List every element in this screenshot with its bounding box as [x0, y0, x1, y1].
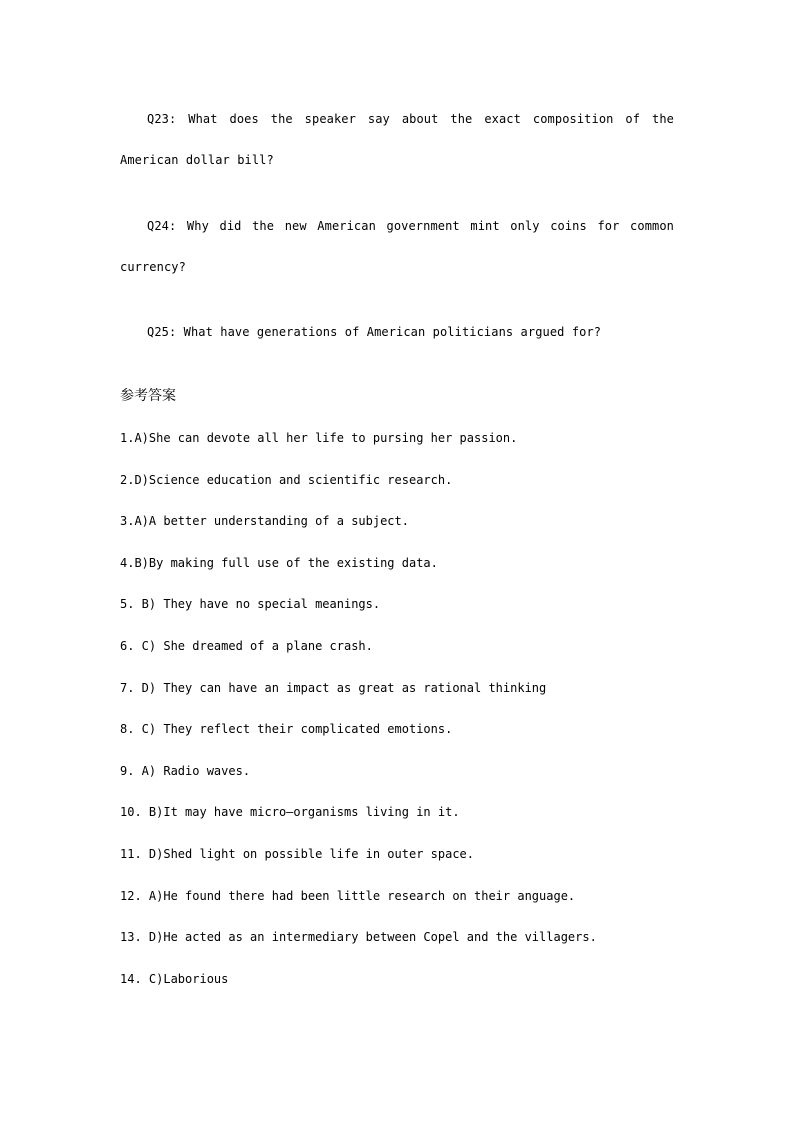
answer-item: 8. C) They reflect their complicated emotions.: [120, 722, 453, 737]
answer-item: 7. D) They can have an impact as great as rational thinking: [120, 680, 547, 695]
answer-list: [120, 428, 680, 1010]
question-q25: Q25: What have generations of American politicians argued for?: [147, 325, 602, 339]
answer-item: 4.B)By making full use of the existing data.: [120, 555, 438, 570]
answer-item: 10. B)It may have micro—organisms living in it.: [120, 805, 460, 820]
answers-heading: 参考答案: [120, 388, 176, 404]
answer-item: 5. B) They have no special meanings.: [120, 597, 381, 612]
question-q23: Q23: What does the speaker say about the exact composition of the American dollar bill?: [120, 112, 674, 167]
answer-item: 12. A)He found there had been little research on their anguage.: [120, 888, 576, 903]
answer-item: 13. D)He acted as an intermediary between Copel and the villagers.: [120, 930, 597, 945]
answer-item: 2.D)Science education and scientific research.: [120, 472, 453, 487]
answer-item: 3.A)A better understanding of a subject.: [120, 514, 409, 529]
question-q24: Q24: Why did the new American government mint only coins for common currency?: [120, 219, 674, 274]
answer-item: 11. D)Shed light on possible life in outer space.: [120, 846, 475, 861]
answer-item: 9. A) Radio waves.: [120, 763, 251, 778]
answer-item: 1.A)She can devote all her life to pursing her passion.: [120, 431, 518, 445]
answer-item: 6. C) She dreamed of a plane crash.: [120, 638, 373, 653]
answer-item: 14. C)Laborious: [120, 971, 229, 986]
